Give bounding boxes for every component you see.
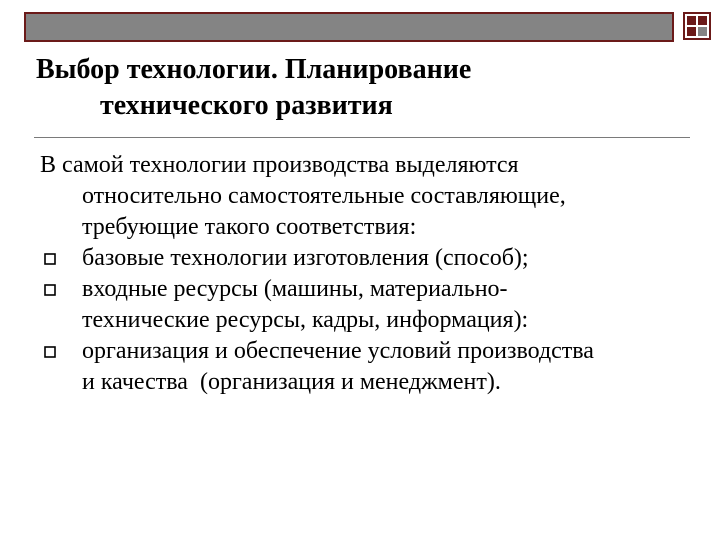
intro-line-2: относительно самостоятельные составляющие,	[82, 183, 566, 209]
bullet-item-2	[40, 274, 700, 336]
title-divider	[34, 137, 690, 138]
bullet-item-3	[40, 336, 700, 398]
intro-line-3: требующие такого соответствия:	[82, 214, 417, 240]
intro-line-1: В самой технологии производства выделяются	[40, 152, 519, 178]
slide-title-line-1: Выбор технологии. Планирование	[36, 54, 472, 85]
hollow-square-icon	[44, 346, 56, 358]
bullet-item-2-line-2: технические ресурсы, кадры, информация):	[82, 307, 529, 333]
bullet-item-1	[40, 243, 700, 274]
bullet-item-2-line-1: входные ресурсы (машины, материально-	[82, 276, 508, 302]
header-decoration-bar	[24, 12, 674, 42]
bullet-item-1-line-1: базовые технологии изготовления (способ);	[82, 245, 529, 271]
hollow-square-icon	[44, 284, 56, 296]
square-grid-icon	[683, 12, 711, 40]
hollow-square-icon	[44, 253, 56, 265]
bullet-item-3-line-2: и качества (организация и менеджмент).	[82, 369, 501, 395]
slide-body	[40, 150, 700, 398]
bullet-item-3-line-1: организация и обеспечение условий производства	[82, 338, 594, 364]
slide-title	[36, 52, 696, 124]
header-decoration-bar-fill	[26, 14, 672, 40]
slide-title-line-2: технического развития	[100, 90, 393, 121]
